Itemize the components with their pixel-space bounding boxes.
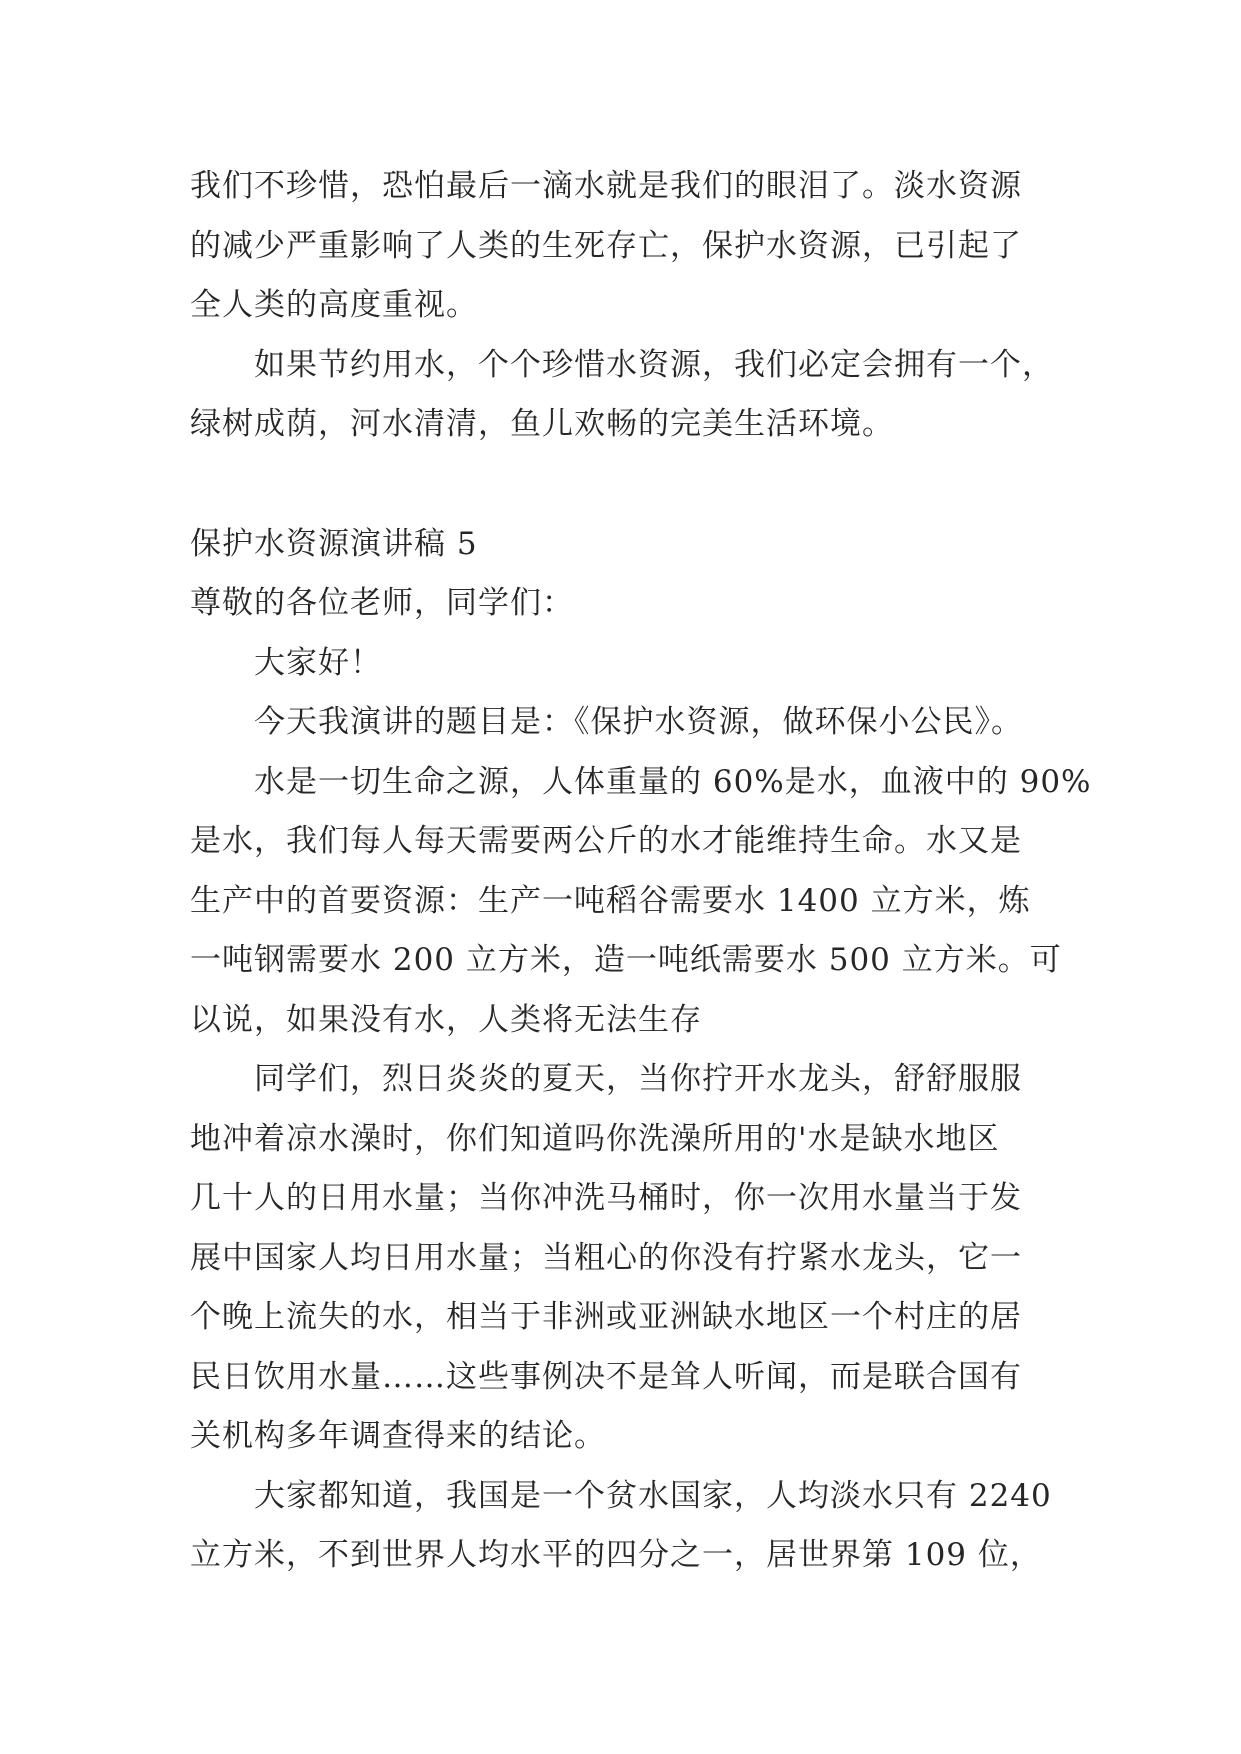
document-body: [190, 160, 1092, 1589]
speech-paragraph-line: 大家都知道，我国是一个贫水国家，人均淡水只有 2240: [254, 1477, 1052, 1514]
section-title: 保护水资源演讲稿 5: [190, 525, 478, 562]
speech-paragraph-line: 几十人的日用水量；当你冲洗马桶时，你一次用水量当于发: [190, 1180, 1022, 1216]
speech-paragraph-line: 大家好！: [254, 644, 382, 681]
speech-paragraph-line: 是水，我们每人每天需要两公斤的水才能维持生命。水又是: [190, 823, 1022, 859]
speech-paragraph-line: 一吨钢需要水 200 立方米，造一吨纸需要水 500 立方米。可: [190, 942, 1062, 978]
speech-paragraph-line: 展中国家人均日用水量；当粗心的你没有拧紧水龙头，它一: [190, 1239, 1022, 1276]
speech-paragraph-line: 民日饮用水量……这些事例决不是耸人听闻，而是联合国有: [190, 1358, 1022, 1395]
speech-paragraph-line: 水是一切生命之源，人体重量的 60%是水，血液中的 90%: [254, 763, 1092, 800]
speech-paragraph-line: 以说，如果没有水，人类将无法生存: [190, 1001, 702, 1038]
previous-section-tail: [190, 160, 1060, 458]
speech-paragraph-line: 立方米，不到世界人均水平的四分之一，居世界第 109 位，: [190, 1537, 1042, 1573]
prev-paragraph-line: 全人类的高度重视。: [190, 287, 478, 323]
speech-paragraph-line: 同学们，烈日炎炎的夏天，当你拧开水龙头，舒舒服服: [254, 1061, 1022, 1097]
speech-paragraph-line: 生产中的首要资源：生产一吨稻谷需要水 1400 立方米，炼: [190, 882, 1031, 919]
speech-paragraph-line: 今天我演讲的题目是：《保护水资源，做环保小公民》。: [254, 704, 1023, 740]
speech-paragraph-line: 个晚上流失的水，相当于非洲或亚洲缺水地区一个村庄的居: [190, 1299, 1022, 1335]
prev-paragraph-line: 绿树成荫，河水清清，鱼儿欢畅的完美生活环境。: [190, 406, 894, 442]
speech-body: [190, 577, 1092, 1589]
speech-paragraph-line: 关机构多年调查得来的结论。: [190, 1418, 606, 1454]
section-gap: [190, 458, 1060, 518]
speech-paragraph-line: 地冲着凉水澡时，你们知道吗你洗澡所用的'水是缺水地区: [190, 1120, 1000, 1157]
prev-paragraph-line: 如果节约用水，个个珍惜水资源，我们必定会拥有一个，: [254, 346, 1054, 383]
speech-paragraph-line: 尊敬的各位老师，同学们：: [190, 585, 574, 621]
prev-paragraph-line: 的减少严重影响了人类的生死存亡，保护水资源，已引起了: [190, 227, 1022, 264]
prev-paragraph-line: 我们不珍惜，恐怕最后一滴水就是我们的眼泪了。淡水资源: [190, 168, 1022, 204]
